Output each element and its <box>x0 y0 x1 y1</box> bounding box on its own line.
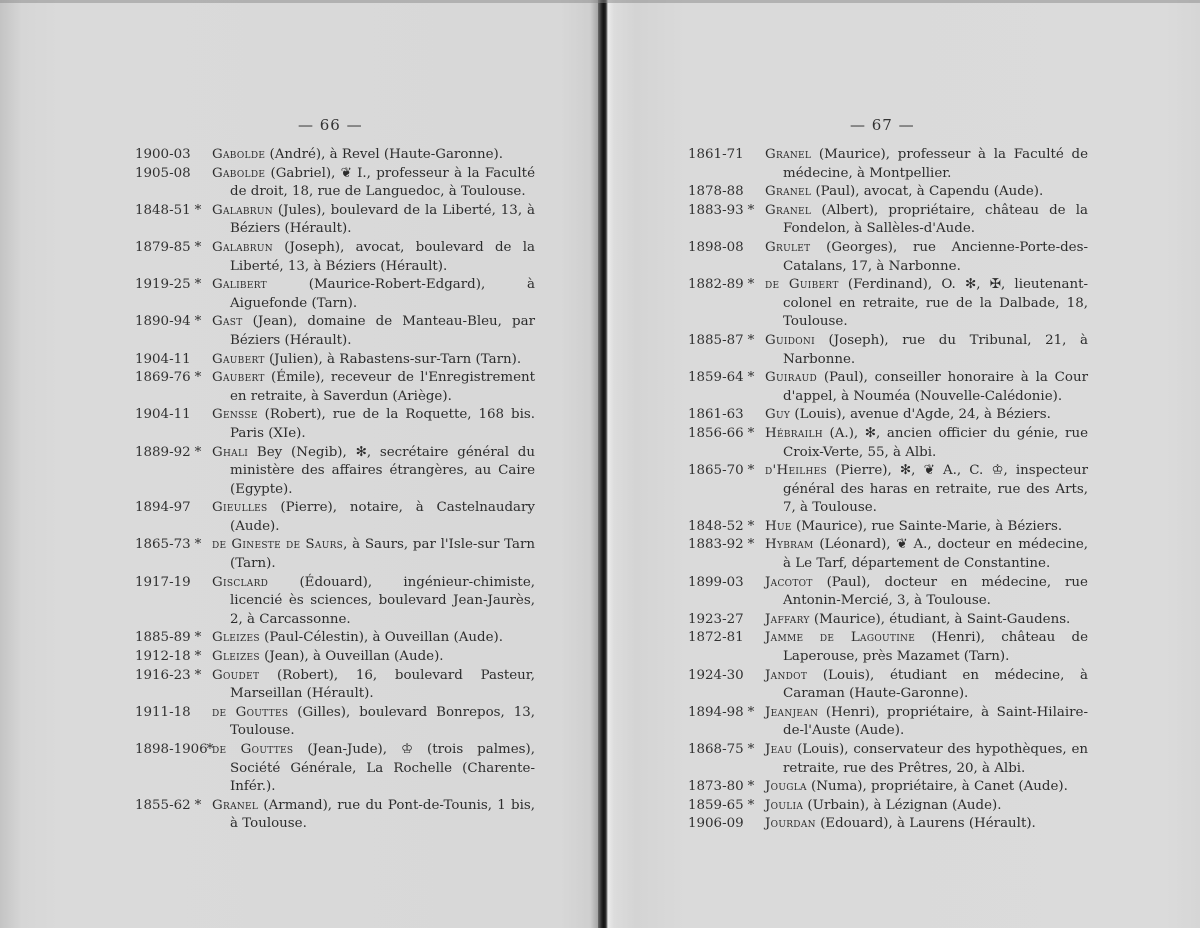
asterisk-marker-icon: * <box>747 370 755 386</box>
entry-details: (Joseph), rue du Tribunal, 21, à Narbonne. <box>783 332 1088 367</box>
entry-years: 1917-19 <box>135 574 191 590</box>
entry-details: (Édouard), ingénieur-chimiste, licencié ès sciences, boulevard Jean-Jaurès, 2, à Carcassonne. <box>230 574 535 627</box>
entry-text <box>212 574 535 630</box>
entry-years: 1899-03 <box>688 574 744 590</box>
asterisk-marker-icon: * <box>747 518 755 534</box>
entry-text <box>212 239 535 276</box>
entry-years: 1861-71 <box>688 147 744 162</box>
entry-text <box>212 499 535 536</box>
asterisk-marker-icon: * <box>194 537 202 553</box>
directory-entry <box>135 276 535 313</box>
right-page-entries <box>688 146 1088 834</box>
entry-surname: de Guibert <box>765 277 839 293</box>
entry-details: (Paul), avocat, à Capendu (Aude). <box>811 184 1044 200</box>
entry-text <box>765 741 1088 778</box>
entry-details: (Maurice-Robert-Edgard), à Aiguefonde (Tarn). <box>230 277 535 311</box>
asterisk-marker-icon: * <box>747 332 755 348</box>
entry-text <box>212 146 535 165</box>
entry-surname: Jougla <box>765 779 807 795</box>
directory-entry <box>688 276 1088 332</box>
entry-surname: Granel <box>765 147 812 162</box>
entry-years: 1872-81 <box>688 630 744 646</box>
entry-details: (Léonard), ❦ A., docteur en médecine, à Le Tarf, département de Constantine. <box>783 537 1088 572</box>
entry-surname: Galabrun <box>212 239 273 255</box>
entry-surname: Gaubert <box>212 370 265 386</box>
asterisk-marker-icon: * <box>747 537 755 553</box>
asterisk-marker-icon: * <box>194 797 202 813</box>
entry-text <box>765 202 1088 239</box>
directory-entry <box>135 165 535 202</box>
entry-text <box>212 444 535 500</box>
entry-details: (Louis), avenue d'Agde, 24, à Béziers. <box>790 407 1051 423</box>
entry-years: 1865-73 <box>135 537 191 553</box>
entry-surname: Guiraud <box>765 370 818 386</box>
entry-surname: Galibert <box>212 277 267 293</box>
entry-years: 1912-18 <box>135 649 191 665</box>
entry-years: 1883-93 <box>688 202 744 218</box>
entry-text <box>212 797 535 834</box>
entry-surname: de Gouttes <box>212 704 289 720</box>
entry-text <box>765 667 1088 704</box>
entry-text <box>765 574 1088 611</box>
entry-surname: Granel <box>765 202 812 218</box>
entry-surname: Gabolde <box>212 165 266 181</box>
directory-entry <box>688 332 1088 369</box>
entry-details: (Julien), à Rabastens-sur-Tarn (Tarn). <box>264 351 522 367</box>
entry-details: (Gabriel), ❦ I., professeur à la Faculté de droit, 18, rue de Languedoc, à Toulouse. <box>230 165 535 200</box>
directory-entry <box>688 667 1088 704</box>
entry-text <box>212 741 535 797</box>
entry-text <box>765 425 1088 462</box>
entry-surname: Gensse <box>212 407 258 423</box>
entry-text <box>765 276 1088 332</box>
asterisk-marker-icon: * <box>747 704 755 720</box>
entry-years: 1923-27 <box>688 611 744 627</box>
asterisk-marker-icon: * <box>747 742 755 757</box>
entry-surname: Gaubert <box>212 351 265 367</box>
entry-surname: Ghali <box>212 444 249 460</box>
entry-years: 1904-11 <box>135 351 191 367</box>
entry-surname: Jandot <box>765 667 808 683</box>
entry-details: (Jean), domaine de Manteau-Bleu, par Béziers (Hérault). <box>230 314 535 348</box>
entry-text <box>212 704 535 741</box>
entry-years: 1873-80 <box>688 779 744 795</box>
book-gutter <box>598 0 608 928</box>
entry-years: 1894-98 <box>688 704 744 720</box>
entry-surname: Gieulles <box>212 500 268 516</box>
entry-years: 1924-30 <box>688 667 744 683</box>
page-number-left: — 66 — <box>298 116 363 134</box>
entry-details: (Gilles), boulevard Bonrepos, 13, Toulouse. <box>230 704 535 739</box>
entry-text <box>765 778 1088 797</box>
entry-surname: de Gineste de Saurs <box>212 537 344 553</box>
entry-surname: Gleizes <box>212 649 260 665</box>
entry-text <box>765 406 1088 425</box>
entry-details: (Louis), étudiant en médecine, à Caraman (Haute-Garonne). <box>783 667 1088 702</box>
asterisk-marker-icon: * <box>194 202 202 218</box>
entry-years: 1905-08 <box>135 165 191 181</box>
directory-entry <box>688 611 1088 630</box>
directory-entry <box>135 369 535 406</box>
directory-entry <box>135 536 535 573</box>
directory-entry <box>688 146 1088 183</box>
directory-entry <box>135 499 535 536</box>
entry-text <box>212 667 535 704</box>
entry-details: (Robert), 16, boulevard Pasteur, Marseillan (Hérault). <box>230 667 535 702</box>
entry-details: (Maurice), professeur à la Faculté de médecine, à Montpellier. <box>783 147 1088 181</box>
entry-surname: Galabrun <box>212 202 273 218</box>
entry-details: (Jean-Jude), ♔ (trois palmes), Société Générale, La Rochelle (Charente-Infér.). <box>230 742 535 795</box>
directory-entry <box>688 183 1088 202</box>
directory-entry <box>688 536 1088 573</box>
entry-surname: Goudet <box>212 667 260 683</box>
entry-years: 1890-94 <box>135 314 191 330</box>
directory-entry <box>688 425 1088 462</box>
entry-text <box>765 815 1088 834</box>
entry-details: (Urbain), à Lézignan (Aude). <box>803 797 1002 813</box>
directory-entry <box>688 797 1088 816</box>
asterisk-marker-icon: * <box>194 314 202 330</box>
entry-years: 1885-89 <box>135 630 191 646</box>
asterisk-marker-icon: * <box>194 370 202 386</box>
entry-text <box>212 369 535 406</box>
directory-entry <box>135 704 535 741</box>
entry-years: 1879-85 <box>135 239 191 255</box>
top-edge-shadow <box>0 0 1200 3</box>
entry-surname: Gabolde <box>212 147 266 162</box>
entry-years: 1856-66 <box>688 425 744 441</box>
entry-years: 1859-65 <box>688 797 744 813</box>
entry-years: 1868-75 <box>688 742 744 757</box>
entry-years: 1906-09 <box>688 816 744 832</box>
page-number-right: — 67 — <box>850 116 915 134</box>
entry-text <box>765 629 1088 666</box>
entry-text <box>212 313 535 350</box>
entry-surname: Gisclard <box>212 574 269 590</box>
entry-details: (Armand), rue du Pont-de-Tounis, 1 bis, à Toulouse. <box>230 797 535 832</box>
entry-surname: Hébrailh <box>765 425 823 441</box>
entry-details: (Georges), rue Ancienne-Porte-des-Catalans, 17, à Narbonne. <box>783 239 1088 274</box>
entry-surname: Jeanjean <box>765 704 819 720</box>
directory-entry <box>688 574 1088 611</box>
asterisk-marker-icon: * <box>747 463 755 479</box>
entry-years: 1911-18 <box>135 704 191 720</box>
entry-years: 1861-63 <box>688 407 744 423</box>
entry-years: 1919-25 <box>135 277 191 293</box>
entry-surname: Jacotot <box>765 574 813 590</box>
entry-text <box>765 332 1088 369</box>
directory-entry <box>688 518 1088 537</box>
asterisk-marker-icon: * <box>194 239 202 255</box>
directory-entry <box>135 574 535 630</box>
entry-text <box>765 239 1088 276</box>
entry-details: (Edouard), à Laurens (Hérault). <box>815 816 1036 832</box>
entry-text <box>765 369 1088 406</box>
entry-years: 1883-92 <box>688 537 744 553</box>
entry-surname: Jamme de Lagoutine <box>765 630 916 646</box>
entry-surname: Hue <box>765 518 792 534</box>
entry-years: 1859-64 <box>688 370 744 386</box>
directory-entry <box>688 778 1088 797</box>
entry-years: 1889-92 <box>135 444 191 460</box>
entry-details: (Jean), à Ouveillan (Aude). <box>259 649 444 665</box>
entry-details: , à Saurs, par l'Isle-sur Tarn (Tarn). <box>230 537 535 572</box>
entry-text <box>212 351 535 370</box>
entry-years: 1855-62 <box>135 797 191 813</box>
entry-years: 1865-70 <box>688 463 744 479</box>
entry-years: 1848-52 <box>688 518 744 534</box>
directory-entry <box>135 146 535 165</box>
directory-entry <box>688 815 1088 834</box>
directory-entry <box>135 202 535 239</box>
asterisk-marker-icon: * <box>747 277 755 293</box>
entry-details: (Pierre), notaire, à Castelnaudary (Aude). <box>230 500 535 534</box>
entry-years: 1900-03 <box>135 147 191 162</box>
entry-years: 1898-08 <box>688 239 744 255</box>
entry-surname: d'Heilhes <box>765 463 827 479</box>
entry-surname: Grulet <box>765 239 811 255</box>
directory-entry <box>135 406 535 443</box>
entry-text <box>765 797 1088 816</box>
entry-details: (Émile), receveur de l'Enregistrement en retraite, à Saverdun (Ariège). <box>230 370 535 404</box>
entry-years: 1878-88 <box>688 184 744 200</box>
entry-text <box>212 629 535 648</box>
entry-details: (Maurice), étudiant, à Saint-Gaudens. <box>809 611 1071 627</box>
entry-years: 1894-97 <box>135 500 191 516</box>
entry-surname: Jourdan <box>765 816 816 832</box>
asterisk-marker-icon: * <box>194 649 202 665</box>
entry-details: (Henri), propriétaire, à Saint-Hilaire-de-l'Auste (Aude). <box>783 704 1088 739</box>
entry-details: (Maurice), rue Sainte-Marie, à Béziers. <box>791 518 1063 534</box>
directory-entry <box>135 667 535 704</box>
directory-entry <box>688 704 1088 741</box>
entry-details: (Robert), rue de la Roquette, 168 bis. Paris (XIe). <box>230 407 535 441</box>
entry-details: (Paul), docteur en médecine, rue Antonin-Mercié, 3, à Toulouse. <box>783 574 1088 609</box>
entry-years: 1869-76 <box>135 370 191 386</box>
entry-text <box>765 518 1088 537</box>
entry-details: (Paul-Célestin), à Ouveillan (Aude). <box>259 630 504 646</box>
directory-entry <box>135 629 535 648</box>
entry-details: (Albert), propriétaire, château de la Fondelon, à Sallèles-d'Aude. <box>783 202 1088 237</box>
directory-entry <box>688 462 1088 518</box>
asterisk-marker-icon: * <box>194 630 202 646</box>
entry-text <box>212 202 535 239</box>
entry-text <box>765 611 1088 630</box>
directory-entry <box>135 648 535 667</box>
entry-details: (Joseph), avocat, boulevard de la Liberté, 13, à Béziers (Hérault). <box>230 239 535 274</box>
entry-years: 1882-89 <box>688 277 744 293</box>
entry-details: (Ferdinand), O. ✻, ✠, lieutenant-colonel en retraite, rue de la Dalbade, 18, Toulouse. <box>783 277 1088 330</box>
directory-entry <box>688 239 1088 276</box>
entry-details: (Louis), conservateur des hypothèques, en retraite, rue des Prêtres, 20, à Albi. <box>783 742 1088 776</box>
entry-surname: Jeau <box>765 742 793 757</box>
entry-details: (Henri), château de Laperouse, près Mazamet (Tarn). <box>783 630 1088 665</box>
entry-text <box>212 536 535 573</box>
directory-entry <box>688 369 1088 406</box>
entry-details: (Numa), propriétaire, à Canet (Aude). <box>806 779 1068 795</box>
entry-years: 1885-87 <box>688 332 744 348</box>
entry-surname: Granel <box>765 184 812 200</box>
entry-years: 1916-23 <box>135 667 191 683</box>
entry-details: (Pierre), ✻, ❦ A., C. ♔, inspecteur général des haras en retraite, rue des Arts, 7, à Toulouse. <box>783 463 1088 516</box>
entry-text <box>212 276 535 313</box>
left-page-entries <box>135 146 535 834</box>
asterisk-marker-icon: * <box>747 779 755 795</box>
entry-surname: Gast <box>212 314 243 330</box>
entry-surname: de Gouttes <box>212 742 294 757</box>
directory-entry <box>135 741 535 797</box>
entry-text <box>765 183 1088 202</box>
entry-details: Bey (Negib), ✻, secrétaire général du ministère des affaires étrangères, au Caire (Egypte). <box>230 444 535 497</box>
entry-details: (Paul), conseiller honoraire à la Cour d'appel, à Nouméa (Nouvelle-Calédonie). <box>783 370 1088 404</box>
asterisk-marker-icon: * <box>747 425 755 441</box>
directory-entry <box>688 406 1088 425</box>
directory-entry <box>688 629 1088 666</box>
entry-text <box>765 704 1088 741</box>
entry-surname: Hybram <box>765 537 814 553</box>
directory-entry <box>135 444 535 500</box>
entry-surname: Guidoni <box>765 332 815 348</box>
entry-text <box>212 406 535 443</box>
asterisk-marker-icon: * <box>194 444 202 460</box>
entry-years: 1898-1906 <box>135 742 208 757</box>
asterisk-marker-icon: * <box>747 202 755 218</box>
directory-entry <box>688 741 1088 778</box>
entry-text <box>765 462 1088 518</box>
asterisk-marker-icon: * <box>747 797 755 813</box>
entry-text <box>212 648 535 667</box>
entry-details: (Jules), boulevard de la Liberté, 13, à Béziers (Hérault). <box>230 202 535 237</box>
entry-surname: Joulia <box>765 797 804 813</box>
directory-entry <box>135 313 535 350</box>
asterisk-marker-icon: * <box>194 277 202 293</box>
asterisk-marker-icon: * <box>194 667 202 683</box>
entry-details: (André), à Revel (Haute-Garonne). <box>265 147 504 162</box>
directory-entry <box>688 202 1088 239</box>
entry-years: 1904-11 <box>135 407 191 423</box>
directory-entry <box>135 351 535 370</box>
asterisk-marker-icon: * <box>206 742 214 757</box>
entry-surname: Guy <box>765 407 791 423</box>
entry-text <box>765 146 1088 183</box>
entry-details: (A.), ✻, ancien officier du génie, rue Croix-Verte, 55, à Albi. <box>783 425 1088 460</box>
directory-entry <box>135 797 535 834</box>
entry-text <box>212 165 535 202</box>
entry-surname: Gleizes <box>212 630 260 646</box>
entry-years: 1848-51 <box>135 202 191 218</box>
entry-surname: Jaffary <box>765 611 810 627</box>
entry-surname: Granel <box>212 797 259 813</box>
directory-entry <box>135 239 535 276</box>
entry-text <box>765 536 1088 573</box>
